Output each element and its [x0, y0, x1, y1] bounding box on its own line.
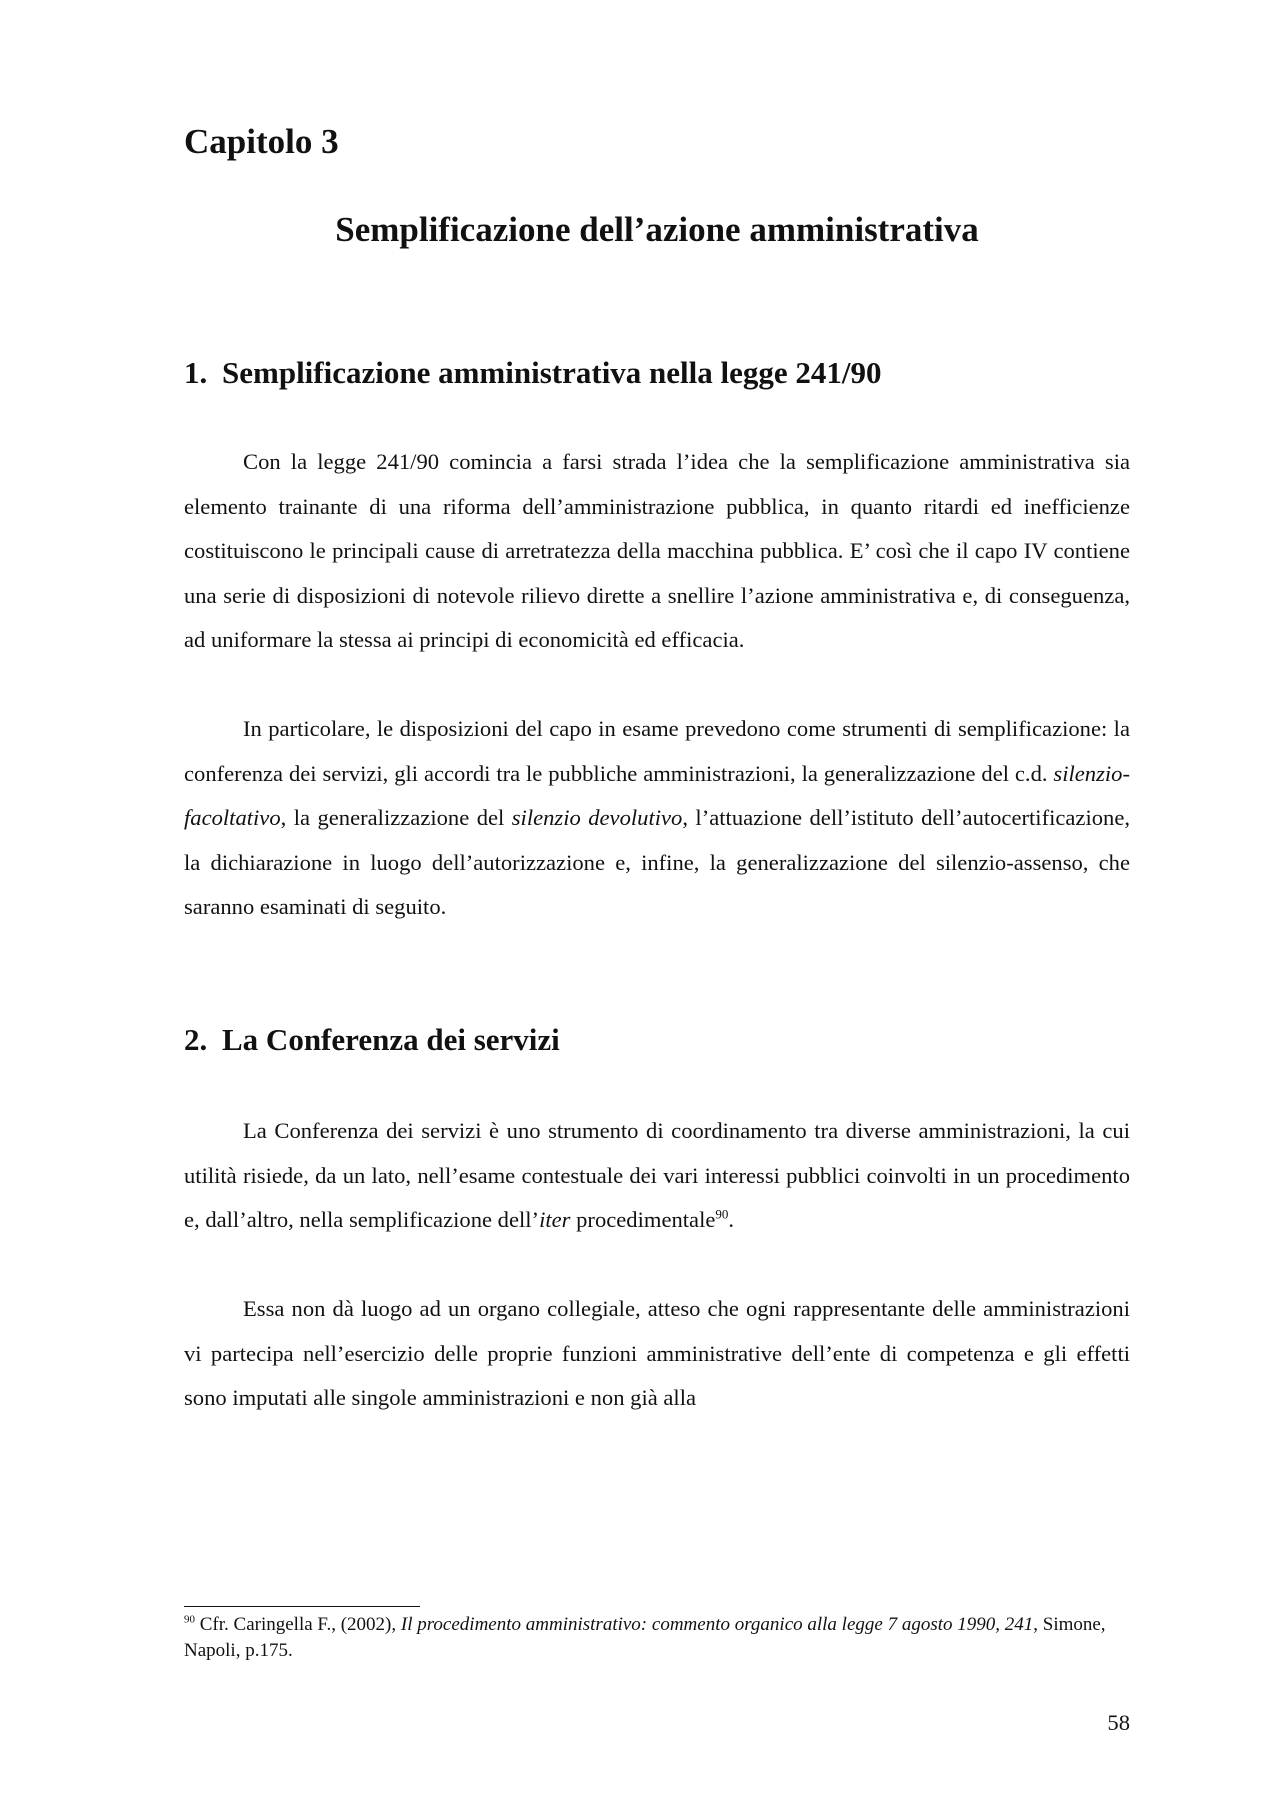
text-run: , Simone, Napoli, p.175. — [184, 1614, 1106, 1661]
footnote-reference[interactable]: 90 — [715, 1206, 729, 1222]
chapter-label: Capitolo 3 — [184, 122, 339, 161]
italic-term: silenzio-facoltativo — [184, 760, 1130, 830]
text-run: , l’attuazione dell’istituto dell’autocertificazione, la dichiarazione in luogo dell’autorizzazione e, infine, la generalizzazione del silenzio-assenso, che saranno esaminati di seguito. — [184, 805, 1131, 919]
section-title: La Conferenza dei servizi — [222, 1022, 560, 1057]
text-run: procedimentale — [570, 1207, 716, 1232]
footnote-number: 90 — [184, 1613, 195, 1626]
italic-term: iter — [539, 1207, 571, 1232]
section-heading-2 — [184, 1022, 560, 1058]
page-number: 58 — [1107, 1710, 1130, 1735]
chapter-title: Semplificazione dell’azione amministrativa — [335, 210, 979, 249]
paragraph — [184, 1109, 1130, 1243]
footnote-separator — [184, 1606, 420, 1607]
footnote — [184, 1612, 1130, 1664]
section-number: 1. — [184, 355, 208, 390]
paragraph: Con la legge 241/90 comincia a farsi strada l’idea che la semplificazione amministrativa sia elemento trainante di una riforma dell’amministrazione pubblica, in quanto ritardi ed inefficienze costituiscono le principali cause di arretratezza della macchina pubblica. E’ così che il capo IV contiene una serie di disposizioni di notevole rilievo dirette a snellire l’azione amministrativa e, di conseguenza, ad uniformare la stessa ai principi di economicità ed efficacia. — [184, 449, 1130, 652]
text-run: , la generalizzazione del — [280, 805, 512, 830]
paragraph — [184, 707, 1130, 930]
italic-title: Il procedimento amministrativo: commento organico alla legge 7 agosto 1990, 241 — [400, 1614, 1034, 1635]
section-number: 2. — [184, 1022, 208, 1057]
text-run: . — [728, 1207, 735, 1232]
text-run: In particolare, le disposizioni del capo in esame prevedono come strumenti di semplificazione: la conferenza dei servizi, gli accordi tra le pubbliche amministrazioni, la generalizzazione del c.d. — [184, 716, 1130, 786]
section-title: Semplificazione amministrativa nella legge 241/90 — [222, 355, 882, 390]
italic-term: silenzio devolutivo — [511, 805, 683, 830]
text-run: La Conferenza dei servizi è uno strumento di coordinamento tra diverse amministrazioni, la cui utilità risiede, da un lato, nell’esame contestuale dei vari interessi pubblici coinvolti in un procedimento e, dall’altro, nella semplificazione dell’ — [184, 1118, 1130, 1232]
paragraph: Essa non dà luogo ad un organo collegiale, atteso che ogni rappresentante delle amministrazioni vi partecipa nell’esercizio delle proprie funzioni amministrative dell’ente di competenza e gli effetti sono imputati alle singole amministrazioni e non già alla — [184, 1296, 1130, 1410]
text-run: Cfr. Caringella F., (2002), — [195, 1614, 401, 1635]
section-heading-1 — [184, 355, 882, 391]
